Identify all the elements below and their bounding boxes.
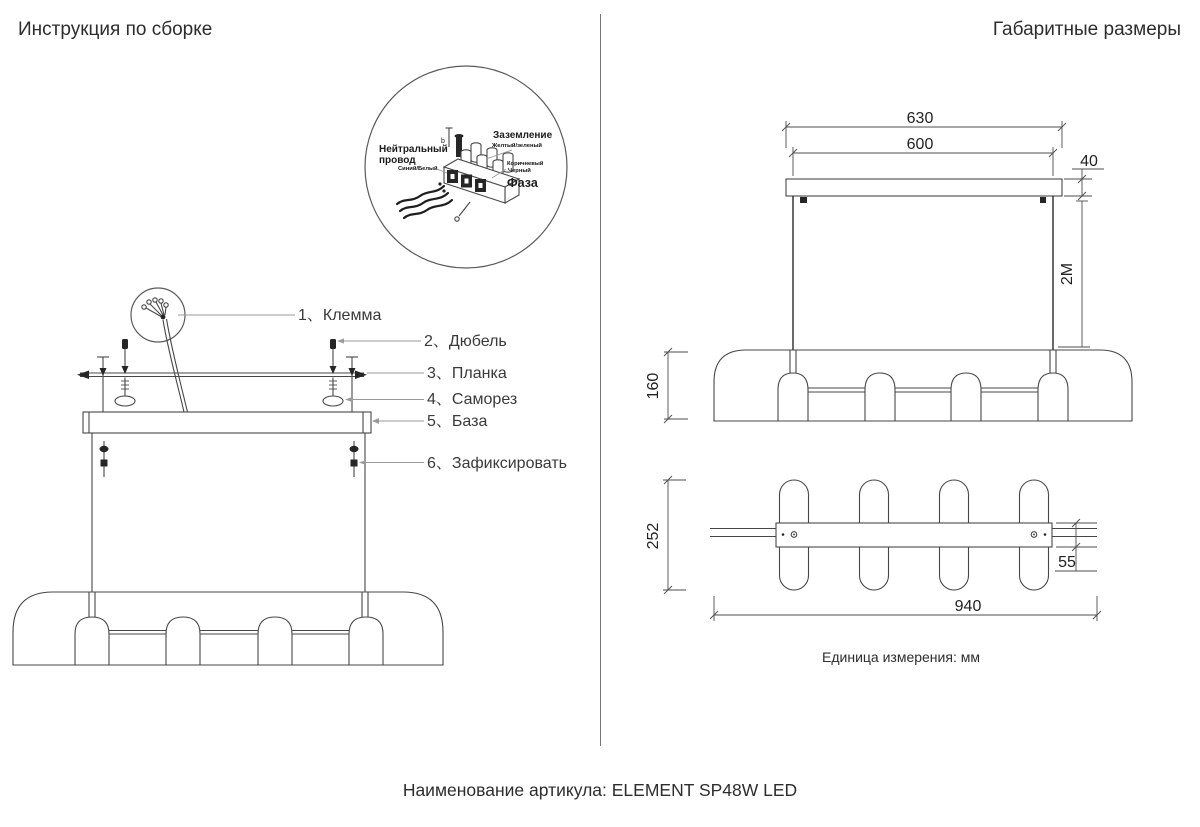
part-leaders <box>178 315 424 465</box>
fixing-screw-left <box>97 357 109 412</box>
dowel-left <box>122 339 129 374</box>
lamp-shade <box>865 373 895 421</box>
lamp-front-view-right <box>645 348 1132 423</box>
units-note: Единица измерения: мм <box>822 649 980 665</box>
screw-left <box>115 378 135 407</box>
dim-body-depth: 252 <box>645 522 662 550</box>
dim-bar-width: 55 <box>1058 554 1076 571</box>
part-label-6: 6、Зафиксировать <box>427 455 568 472</box>
part-label-5: 5、База <box>427 413 488 430</box>
dim-body-height: 160 <box>645 372 662 400</box>
left-panel-title: Инструкция по сборке <box>18 19 213 40</box>
lamp-shade <box>1038 373 1068 421</box>
part-label-3: 3、Планка <box>427 365 507 382</box>
neutral-wire-label-2: провод <box>379 155 416 166</box>
central-bar <box>776 523 1052 547</box>
dowel-right <box>330 339 337 374</box>
article-name: Наименование артикула: ELEMENT SP48W LED <box>402 780 798 800</box>
neutral-wire-color: Синий/Белый <box>398 166 438 172</box>
assembly-diagram <box>77 288 567 592</box>
neutral-wire-label: Нейтральный <box>379 144 448 155</box>
lamp-front-view-left <box>13 592 443 665</box>
lamp-shade <box>258 617 292 665</box>
lamp-top-view <box>645 476 1101 665</box>
mounting-strip <box>77 371 367 380</box>
lamp-shade <box>951 373 981 421</box>
ground-label: Заземление <box>493 130 553 141</box>
ground-wire-color: Желтый/зеленый <box>492 143 542 149</box>
screw-marker: b <box>441 138 445 145</box>
phase-label: Фаза <box>507 176 538 190</box>
dim-mount-holes: 600 <box>906 136 934 153</box>
fixator-right <box>350 441 359 477</box>
dimension-drawing-front <box>782 110 1104 350</box>
lamp-body <box>714 350 1132 421</box>
ceiling-canopy <box>786 179 1062 196</box>
dim-total-length: 940 <box>954 598 982 615</box>
screw-right <box>323 378 343 407</box>
dim-suspension-length: 2M <box>1059 262 1076 286</box>
part-label-2: 2、Дюбель <box>424 333 507 350</box>
dim-canopy-outer-width: 630 <box>906 110 934 127</box>
lamp-shade <box>166 617 200 665</box>
terminal-detail <box>131 288 188 412</box>
phase-wire-color-1: Коричневый <box>507 161 544 167</box>
wiring-detail <box>365 66 567 268</box>
right-panel-title: Габаритные размеры <box>992 19 1181 40</box>
part-label-1: 1、Клемма <box>298 307 382 324</box>
base-plate <box>83 412 371 433</box>
dim-canopy-height: 40 <box>1080 153 1098 170</box>
lamp-shade <box>75 617 109 665</box>
fixing-screw-right <box>346 357 358 412</box>
phase-wire-color-2: Черный <box>508 168 531 174</box>
fixator-left <box>100 441 109 477</box>
part-label-4: 4、Саморез <box>427 391 518 408</box>
lamp-shade <box>778 373 808 421</box>
lamp-shade <box>349 617 383 665</box>
